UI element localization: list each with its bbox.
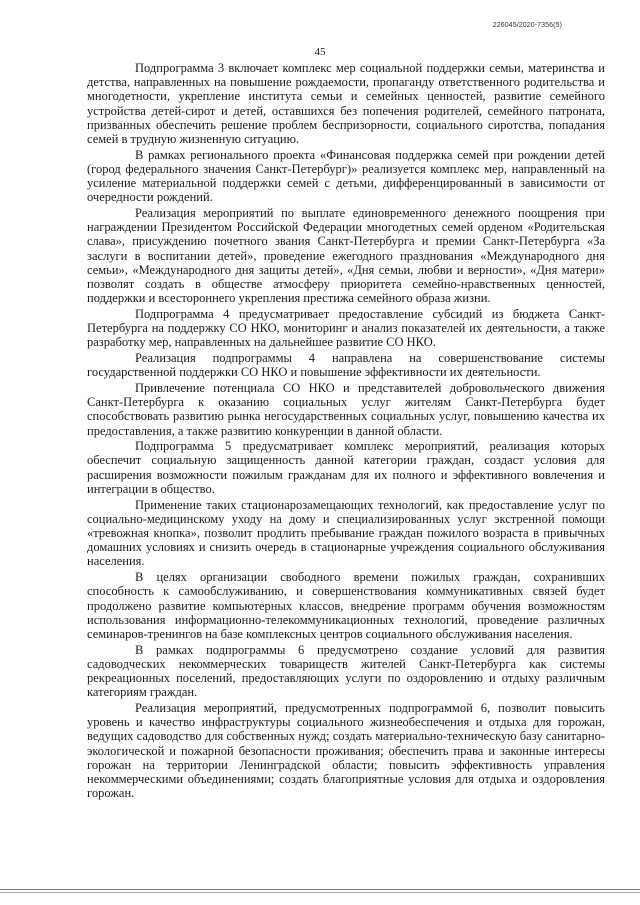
paragraph: В рамках подпрограммы 6 предусмотрено создание условий для развития садоводческих некоммерческих товариществ жителей Санкт-Петербурга как системы рекреационных поселений, предоставляющих услуги по оздоровлению и отдыху различным категориям граждан. bbox=[87, 642, 605, 700]
document-body bbox=[87, 61, 605, 802]
paragraph: Реализация мероприятий по выплате единовременного денежного поощрения при награждении Президентом Российской Федерации многодетных семей орденом «Родительская слава», присуждению почетного звания Санкт-Петербурга и премии Санкт-Петербурга «За заслуги в воспитании детей», проведение ежегодного празднования «Международного дня семьи», «Международного дня защиты детей», «Дня семьи, любви и верности», «Дня матери» позволят создать в обществе атмосферу приоритета семейно-нравственных ценностей, поддержки и всестороннего укрепления престижа семейного образа жизни. bbox=[87, 206, 605, 306]
paragraph: Реализация подпрограммы 4 направлена на совершенствование системы государственной поддержки СО НКО и повышение эффективности их деятельности. bbox=[87, 351, 605, 380]
paragraph: Подпрограмма 3 включает комплекс мер социальной поддержки семьи, материнства и детства, направленных на повышение рождаемости, пропаганду ответственного родительства и многодетности, укрепление института семьи и семейных ценностей, развитие семейного устройства детей-сирот и детей, оставшихся без попечения родителей, семейного патроната, призванных обеспечить решение проблем беспризорности, социального сиротства, попадания семей в трудную жизненную ситуацию. bbox=[87, 61, 605, 147]
paragraph: Привлечение потенциала СО НКО и представителей добровольческого движения Санкт-Петербурга к оказанию социальных услуг жителям Санкт-Петербурга будет способствовать развитию рынка негосударственных социальных услуг, повышению качества их предоставления, а также развитию конкуренции в данной области. bbox=[87, 380, 605, 438]
document-registration-number: 226045/2020-7356(5) bbox=[492, 22, 562, 29]
scan-edge-line bbox=[0, 889, 640, 890]
page-number: 45 bbox=[314, 46, 326, 58]
paragraph: В целях организации свободного времени пожилых граждан, сохранивших способность к самообслуживанию, и совершенствования коммуникативных связей будет продолжено развитие компьютерных классов, внедрение программ обучения возможностям использования информационно-телекоммуникационных технологий, проведение различных семинаров-тренингов на базе комплексных центров социального обслуживания населения. bbox=[87, 570, 605, 641]
paragraph: Подпрограмма 5 предусматривает комплекс мероприятий, реализация которых обеспечит социальную защищенность данной категории граждан, создаст условия для расширения возможности пожилым гражданам для их полного и эффективного вовлечения и интеграции в общество. bbox=[87, 439, 605, 496]
paragraph: Реализация мероприятий, предусмотренных подпрограммой 6, позволит повысить уровень и качество инфраструктуры социального жизнеобеспечения и отдыха для горожан, ведущих садоводство для собственных нужд; создать материально-техническую базу санитарно-экологической и пожарной безопасности проживания; обеспечить права и законные интересы горожан на территории Ленинградской области; повысить эффективность управления некоммерческими объединениями; создать благоприятные условия для отдыха и оздоровления горожан. bbox=[87, 700, 605, 801]
scan-edge-line bbox=[0, 892, 640, 893]
paragraph: Подпрограмма 4 предусматривает предоставление субсидий из бюджета Санкт-Петербурга на поддержку СО НКО, мониторинг и анализ показателей их деятельности, а также разработку мер, направленных на дальнейшее развитие СО НКО. bbox=[87, 306, 605, 350]
paragraph: Применение таких стационарозамещающих технологий, как предоставление услуг по социально-медицинскому уходу на дому и специализированных услуг экстренной помощи «тревожная кнопка», позволит продлить пребывание граждан пожилого возраста в привычных домашних условиях и снизить очередь в стационарные учреждения социального обслуживания населения. bbox=[87, 497, 605, 569]
paragraph: В рамках регионального проекта «Финансовая поддержка семей при рождении детей (город федерального значения Санкт-Петербург)» реализуется комплекс мер, направленный на усиление материальной поддержки семей с детьми, дифференцированный в зависимости от очередности рождений. bbox=[87, 147, 605, 205]
